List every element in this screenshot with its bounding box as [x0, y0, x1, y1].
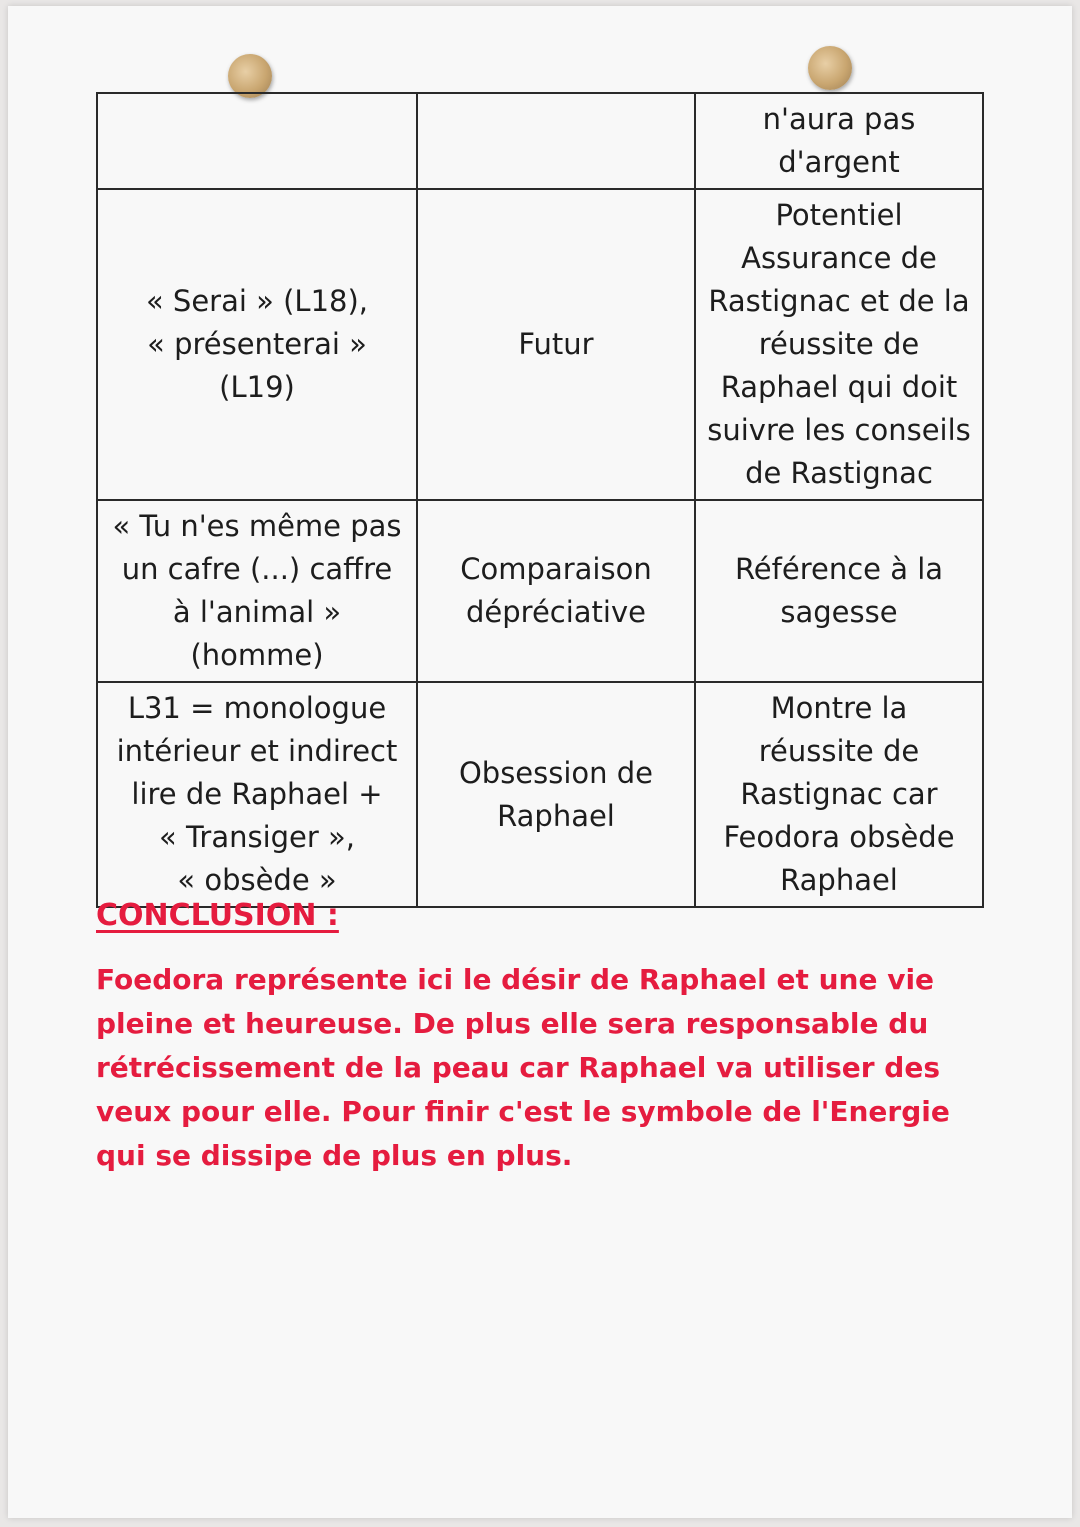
table-row — [97, 682, 983, 907]
table-cell: Montre la réussite de Rastignac car Feodora obsède Raphael — [695, 682, 983, 907]
table-row — [97, 93, 983, 189]
table-cell: Potentiel Assurance de Rastignac et de la réussite de Raphael qui doit suivre les conseils de Rastignac — [695, 189, 983, 500]
table-cell — [417, 93, 695, 189]
table-cell: Futur — [417, 189, 695, 500]
paper-sheet — [8, 6, 1072, 1518]
table-cell — [97, 93, 417, 189]
table-cell: n'aura pas d'argent — [695, 93, 983, 189]
conclusion-section — [96, 894, 996, 1178]
conclusion-heading: CONCLUSION : — [96, 898, 339, 933]
table-cell: L31 = monologue intérieur et indirect lire de Raphael + « Transiger », « obsède » — [97, 682, 417, 907]
table-cell: Obsession de Raphael — [417, 682, 695, 907]
table-cell: « Tu n'es même pas un cafre (...) caffre à l'animal » (homme) — [97, 500, 417, 682]
table-cell: « Serai » (L18), « présenterai » (L19) — [97, 189, 417, 500]
analysis-table — [96, 92, 984, 908]
pushpin-icon — [808, 46, 852, 90]
table-row — [97, 500, 983, 682]
table-cell: Comparaison dépréciative — [417, 500, 695, 682]
table-row — [97, 189, 983, 500]
conclusion-text: Foedora représente ici le désir de Raphael et une vie pleine et heureuse. De plus elle sera responsable du rétrécissement de la peau car Raphael va utiliser des veux pour elle. Pour finir c'est le symbole de l'Energie qui se dissipe de plus en plus. — [96, 963, 950, 1172]
table-cell: Référence à la sagesse — [695, 500, 983, 682]
